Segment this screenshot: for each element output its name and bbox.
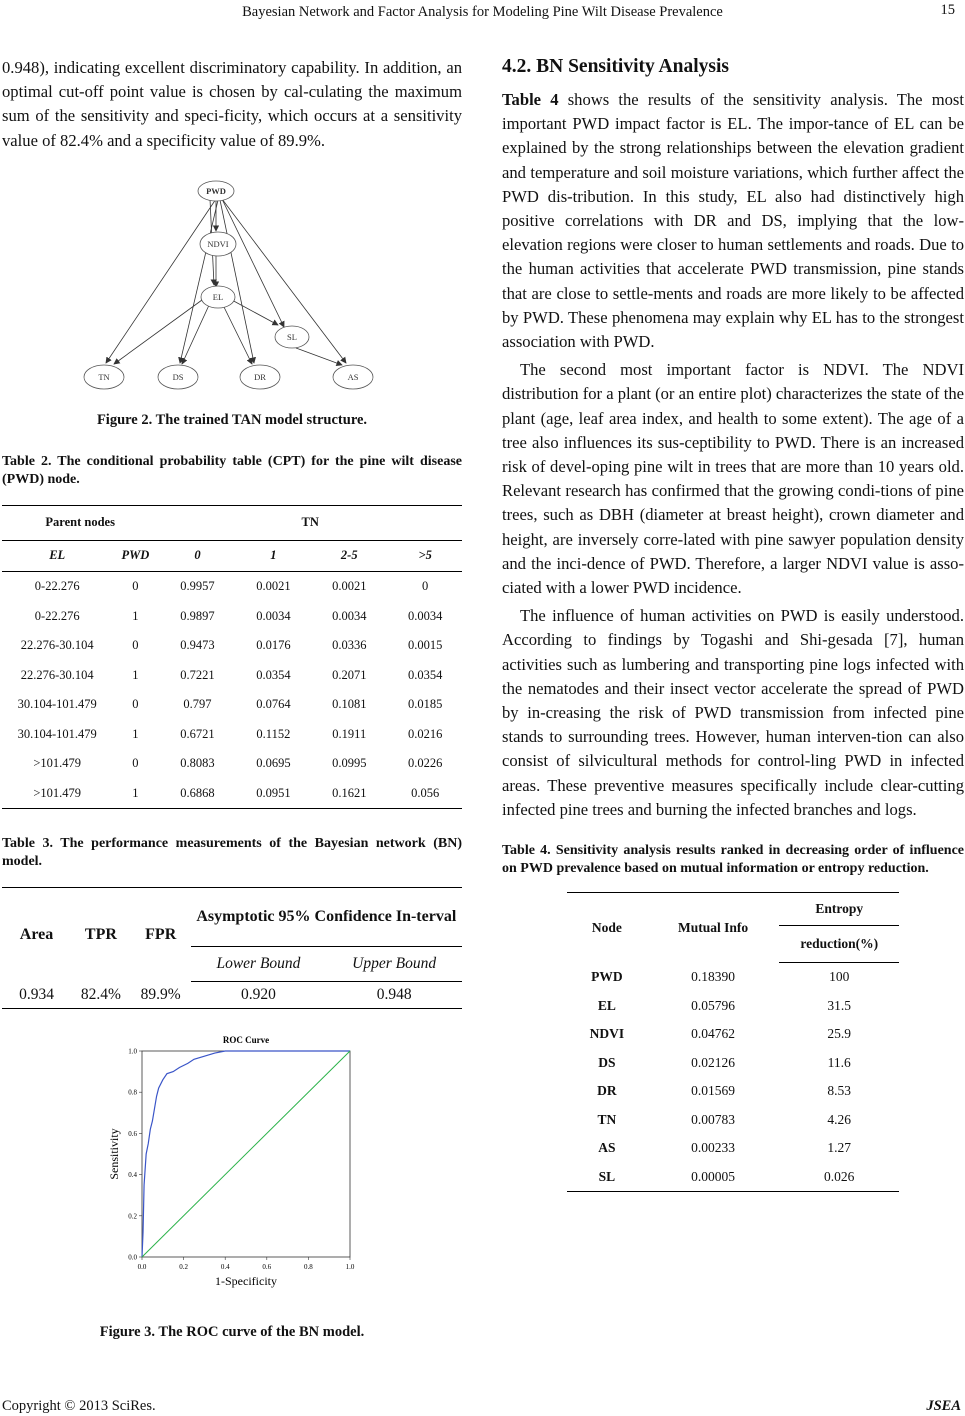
- table-3-caption: Table 3. The performance measurements of the Bayesian network (BN) model.: [2, 835, 462, 869]
- header-confidence-interval: Asymptotic 95% Confidence In-terval: [191, 887, 462, 946]
- table-cell: 0.0995: [332, 756, 367, 771]
- table-cell: 0.0034: [407, 608, 443, 623]
- header-tn: TN: [158, 505, 462, 540]
- column-header: 1: [237, 540, 311, 571]
- table-cell: 0.0015: [407, 638, 443, 653]
- cell-fpr: 89.9%: [131, 981, 191, 1008]
- table-cell: 0.6868: [158, 778, 236, 808]
- node-ds: DS: [172, 371, 184, 382]
- figure-3: [2, 1031, 462, 1341]
- y-axis-label: Sensitivity: [107, 1128, 121, 1180]
- y-tick-label: 1.0: [128, 1047, 137, 1056]
- table-row: [567, 1163, 899, 1192]
- table-row: [2, 631, 462, 661]
- node-sl: SL: [287, 331, 297, 342]
- y-tick-label: 0.8: [128, 1088, 137, 1097]
- table-cell: 0.2071: [332, 667, 367, 682]
- table-cell: 0: [132, 756, 139, 771]
- table-cell: 0.02126: [691, 1054, 735, 1070]
- table-cell: 0.0034: [332, 608, 367, 623]
- table-cell: 0.0226: [407, 756, 443, 771]
- node-el: EL: [212, 291, 224, 302]
- table-cell: 0.026: [779, 1163, 899, 1192]
- table-cell: 22.276-30.104: [20, 638, 94, 653]
- table-2-column-header: [2, 540, 462, 571]
- y-tick-label: 0.2: [128, 1212, 137, 1221]
- table-3-header: [2, 887, 462, 946]
- header-reduction: reduction(%): [779, 926, 899, 963]
- table-cell: 0.0354: [256, 667, 291, 682]
- running-header: [0, 2, 965, 24]
- tan-model-diagram: [2, 177, 462, 399]
- left-column: [2, 56, 462, 1341]
- table-cell: 31.5: [827, 997, 852, 1013]
- table-cell: 4.26: [827, 1111, 852, 1127]
- table-row: [2, 749, 462, 779]
- column-header: PWD: [112, 540, 158, 571]
- column-header: EL: [2, 540, 112, 571]
- cell-area: 0.934: [2, 981, 71, 1008]
- header-lower-bound: Lower Bound: [191, 946, 327, 981]
- cell-upper: 0.948: [326, 981, 462, 1008]
- reference-diagonal-line: [142, 1051, 350, 1257]
- table-cell: 0.04762: [691, 1026, 735, 1042]
- x-tick-label: 0.6: [262, 1262, 272, 1271]
- header-mutual-info: Mutual Info: [647, 893, 780, 963]
- table-row: [2, 660, 462, 690]
- table-4-sensitivity: [567, 892, 899, 1192]
- table-cell: 0.9957: [180, 579, 215, 594]
- table-cell: 0.0216: [407, 726, 443, 741]
- table-row: [567, 963, 899, 992]
- table-4-header: [567, 893, 899, 926]
- table-cell: 0.1081: [332, 697, 367, 712]
- table-row: [2, 981, 462, 1008]
- journal-name: JSEA: [926, 1398, 961, 1414]
- table-cell: 0: [132, 579, 139, 594]
- cell-lower: 0.920: [191, 981, 327, 1008]
- table-cell: 8.53: [827, 1083, 852, 1099]
- table-row: [567, 1134, 899, 1163]
- table-cell: 0.0185: [407, 697, 443, 712]
- table-row: [2, 571, 462, 601]
- header-tpr: TPR: [71, 887, 131, 981]
- table-cell: DR: [597, 1083, 617, 1099]
- table-cell: EL: [597, 997, 616, 1013]
- table-cell: 0.056: [388, 778, 462, 808]
- table-cell: 0.0021: [256, 579, 291, 594]
- table-2-group-header: [2, 505, 462, 540]
- table-cell: 0.0695: [256, 756, 291, 771]
- table-cell: 1: [132, 726, 139, 741]
- table-cell: 0.0354: [407, 667, 443, 682]
- table-cell: 0: [132, 697, 139, 712]
- copyright-notice: Copyright © 2013 SciRes.: [2, 1398, 156, 1414]
- table-cell: 0.6721: [180, 726, 215, 741]
- column-header: 2-5: [310, 540, 388, 571]
- roc-chart: [2, 1031, 462, 1301]
- table-row: [2, 601, 462, 631]
- figure-2-caption: Figure 2. The trained TAN model structure.: [96, 411, 368, 428]
- table-cell: 0.797: [183, 697, 212, 712]
- table-cell: PWD: [591, 969, 623, 985]
- table-cell: 0.0021: [332, 579, 367, 594]
- right-column: [502, 56, 964, 1192]
- table-cell: 1.27: [827, 1140, 852, 1156]
- header-fpr: FPR: [131, 887, 191, 981]
- table-row: [567, 1106, 899, 1135]
- table-cell: 0.05796: [691, 997, 735, 1013]
- table-cell: 0.0034: [256, 608, 291, 623]
- table-cell: 0.0336: [332, 638, 367, 653]
- table-4-caption: Table 4. Sensitivity analysis results ranked in decreasing order of influence on PWD prevalence based on mutual information or entropy reduction.: [502, 843, 964, 877]
- table-cell: >101.479: [33, 756, 82, 771]
- table-cell: 0: [422, 579, 429, 594]
- table-cell: 0.0764: [256, 697, 291, 712]
- table-cell: 100: [829, 969, 850, 985]
- x-tick-label: 0.2: [179, 1262, 188, 1271]
- y-tick-label: 0.0: [128, 1253, 137, 1262]
- table-row: [567, 1049, 899, 1078]
- chart-title: ROC Curve: [222, 1034, 270, 1045]
- table-cell: 0.00783: [691, 1111, 735, 1127]
- table-cell: 1: [132, 608, 139, 623]
- header-node: Node: [567, 893, 647, 963]
- table-row: [2, 690, 462, 720]
- table-cell: 0.9897: [180, 608, 215, 623]
- table-row: [567, 1077, 899, 1106]
- x-axis-label: 1-Specificity: [215, 1273, 277, 1288]
- x-tick-label: 1.0: [345, 1262, 355, 1271]
- column-header: 0: [158, 540, 236, 571]
- header-area: Area: [2, 887, 71, 981]
- running-title: Bayesian Network and Factor Analysis for Modeling Pine Wilt Disease Prevalence: [242, 4, 723, 20]
- table-cell: 30.104-101.479: [17, 697, 97, 712]
- header-parent-nodes: Parent nodes: [2, 505, 158, 540]
- table-cell: 0.00233: [691, 1140, 735, 1156]
- table-cell: 1: [112, 778, 158, 808]
- table-cell: 1: [132, 667, 139, 682]
- table-2-caption: Table 2. The conditional probability table (CPT) for the pine wilt disease (PWD) node.: [2, 453, 462, 487]
- figure-3-caption: Figure 3. The ROC curve of the BN model.: [99, 1323, 365, 1340]
- paragraph-ndvi: The second most important factor is NDVI. The NDVI distribution for a plant (or an entire plot) characterizes the state of the plant (age, leaf area index, and health to some extent). The age of a tree also influences its sus-ceptibility to PWD. There is an increased risk of devel-oping pine wilt in trees that are more than 10 years old. Relevant research has confirmed that the growing condi-tions of pine trees, such as DBH (diameter at breast height), crown diameter and height, are inversely corre-lated with pine sawyer population density and the inci-dence of PWD. Therefore, a larger NDVI value is asso-ciated with a lower PWD incidence.: [502, 360, 964, 598]
- table-row: [567, 1020, 899, 1049]
- node-dr: DR: [254, 371, 266, 382]
- table-cell: 0.1621: [310, 778, 388, 808]
- table-4-body: [567, 963, 899, 1192]
- table-2-cpt: [2, 505, 462, 809]
- table-cell: TN: [597, 1111, 617, 1127]
- table-cell: SL: [567, 1163, 647, 1192]
- table-cell: 0.9473: [180, 638, 215, 653]
- section-heading: 4.2. BN Sensitivity Analysis: [502, 56, 730, 77]
- table-cell: 30.104-101.479: [17, 726, 97, 741]
- table-cell: 0.1152: [256, 726, 291, 741]
- table-row: [2, 719, 462, 749]
- figure-2: [2, 177, 462, 429]
- table-cell: 0.00005: [647, 1163, 780, 1192]
- node-tn: TN: [98, 371, 110, 382]
- table-4-reference: Table 4: [502, 90, 559, 109]
- table-row: [567, 992, 899, 1021]
- table-cell: 0.1911: [332, 726, 367, 741]
- table-cell: 0.0951: [237, 778, 311, 808]
- table-cell: 0-22.276: [34, 579, 80, 594]
- table-2-body: [2, 571, 462, 808]
- node-as: AS: [347, 371, 359, 382]
- x-tick-label: 0.8: [304, 1262, 313, 1271]
- y-tick-label: 0.6: [128, 1129, 137, 1138]
- x-tick-label: 0.4: [220, 1262, 230, 1271]
- paragraph-table4-intro: [502, 88, 964, 354]
- cell-tpr: 82.4%: [71, 981, 131, 1008]
- node-ndvi: NDVI: [207, 238, 229, 249]
- table-cell: 22.276-30.104: [20, 667, 94, 682]
- header-entropy: Entropy: [779, 893, 899, 926]
- paragraph-roc-summary: 0.948), indicating excellent discriminatory capability. In addition, an optimal cut-off point value is chosen by cal-culating the maximum sum of the sensitivity and speci-ficity, which occurs at a sensitivity value of 82.4% and a specificity value of 89.9%.: [2, 58, 462, 150]
- paragraph-human-activities: The influence of human activities on PWD is easily understood. According to findings by Togashi and Shi-gesada [7], human activities such as lumbering and transporting pine logs infected with the nematodes and their insect vector accelerate the spread of PWD by in-creasing the risk of PWD transmission from infected pine stands to surrounding trees. However, human interven-tion can also consist of silvicultural methods for control-ling PWD in infected areas. These preventive measures specifically include clear-cutting infected pine trees and burning the infected branches and logs.: [502, 606, 964, 819]
- x-tick-label: 0.0: [137, 1262, 147, 1271]
- table-cell: 0.7221: [180, 667, 215, 682]
- table-cell: 25.9: [827, 1026, 852, 1042]
- paragraph-text: shows the results of the sensitivity analysis. The most important PWD impact factor is EL. The impor-tance of EL can be explained by the strong relationships between the elevation gradient and temperature and soil moisture variations, which further affect the PWD dis-tribution. In this study, EL also had distinctively high positive correlations with DR and DS, implying that the low-elevation regions were closer to human settlements and roads. Due to the human activities that accelerate PWD transmission, pine stands that are close to settle-ments and roads are more likely to be affected by PWD. These phenomena may explain why EL has to the strongest association with PWD.: [502, 90, 964, 352]
- table-cell: 0.8083: [180, 756, 215, 771]
- table-row: [2, 778, 462, 808]
- column-header: >5: [388, 540, 462, 571]
- table-cell: DS: [598, 1054, 616, 1070]
- y-tick-label: 0.4: [128, 1170, 137, 1179]
- table-cell: AS: [598, 1140, 616, 1156]
- page-number: 15: [940, 2, 955, 18]
- table-cell: 0.18390: [691, 969, 735, 985]
- header-upper-bound: Upper Bound: [326, 946, 462, 981]
- table-cell: >101.479: [2, 778, 112, 808]
- table-cell: 0.0176: [256, 638, 291, 653]
- table-cell: 0: [132, 638, 139, 653]
- node-pwd: PWD: [206, 185, 226, 196]
- table-3-performance: [2, 887, 462, 1009]
- table-cell: NDVI: [589, 1026, 625, 1042]
- table-cell: 0.01569: [691, 1083, 735, 1099]
- table-cell: 11.6: [827, 1054, 851, 1070]
- table-cell: 0-22.276: [34, 608, 80, 623]
